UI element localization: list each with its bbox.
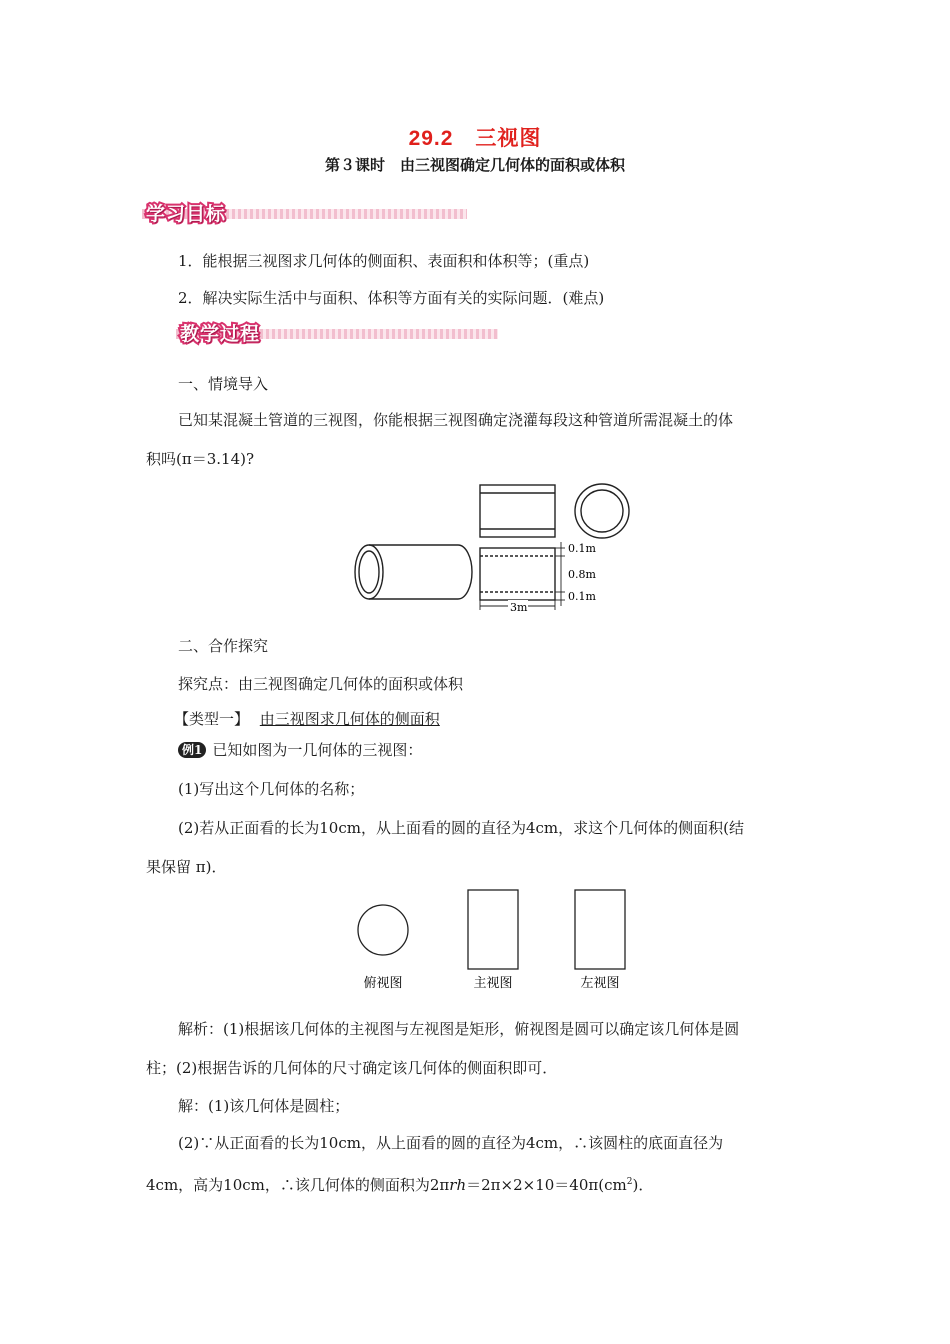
solution-line3-part-d: )． xyxy=(632,1176,654,1194)
solution-line1: 解：(1)该几何体是圆柱； xyxy=(178,1097,350,1115)
objective-1: 1．能根据三视图求几何体的侧面积、表面积和体积等；(重点) xyxy=(178,252,590,270)
process-banner-label: 教学过程 xyxy=(180,323,261,345)
dim-mid-label: 0.8m xyxy=(568,568,596,581)
solution-variable-rh: rh xyxy=(449,1176,467,1194)
objectives-banner xyxy=(142,201,467,227)
pipe-front-view xyxy=(480,548,555,600)
exploration-point: 探究点：由三视图确定几何体的面积或体积 xyxy=(178,675,464,693)
pipe-inner-end xyxy=(359,551,379,593)
front-view-caption: 主视图 xyxy=(473,976,513,991)
left-view-caption: 左视图 xyxy=(580,976,620,991)
front-view-rect xyxy=(468,890,518,969)
pipe-top-view xyxy=(480,485,555,537)
solution-line3-part-c: ＝2π×2×10＝40π(cm xyxy=(466,1176,627,1194)
dim-length-label: 3m xyxy=(510,601,528,614)
question-2-line1: (2)若从正面看的长为10cm，从上面看的圆的直径为4cm，求这个几何体的侧面积(结 xyxy=(178,819,744,837)
pipe-3d-drawing xyxy=(355,545,472,599)
objectives-banner-label: 学习目标 xyxy=(146,203,227,225)
section2-heading: 二、合作探究 xyxy=(178,637,269,655)
pipe-three-views-figure xyxy=(350,480,650,615)
top-view-circle xyxy=(358,905,408,955)
solution-line2: (2)∵从正面看的长为10cm，从上面看的圆的直径为4cm，∴该圆柱的底面直径为 xyxy=(178,1134,724,1152)
question-1: (1)写出这个几何体的名称； xyxy=(178,780,365,798)
example-text: 已知如图为一几何体的三视图： xyxy=(212,741,423,759)
left-view-rect xyxy=(575,890,625,969)
solution-line3-part-a: 4cm，高为10cm，∴该几何体的侧面积为2π xyxy=(146,1176,450,1194)
type-title: 由三视图求几何体的侧面积 xyxy=(259,710,440,728)
lesson-subtitle: 第３课时 由三视图确定几何体的面积或体积 xyxy=(324,157,625,174)
dim-top-label: 0.1m xyxy=(568,542,596,555)
objective-2: 2．解决实际生活中与面积、体积等方面有关的实际问题．(难点) xyxy=(178,289,605,307)
dim-bottom-label: 0.1m xyxy=(568,590,596,603)
cylinder-three-views-figure xyxy=(350,884,640,996)
type-label: 【类型一】 xyxy=(174,710,250,728)
example-badge: 例1 xyxy=(178,742,206,758)
analysis-line1: 解析：(1)根据该几何体的主视图与左视图是矩形，俯视图是圆可以确定该几何体是圆 xyxy=(178,1020,740,1038)
left-view-outer-circle xyxy=(575,484,629,538)
solution-line3 xyxy=(146,1172,653,1195)
solution-superscript: 2 xyxy=(626,1177,633,1187)
question-2-line2: 果保留 π)． xyxy=(146,858,227,876)
analysis-line2: 柱；(2)根据告诉的几何体的尺寸确定该几何体的侧面积即可． xyxy=(146,1059,558,1077)
type-one-heading xyxy=(174,709,440,729)
pipe-left-view xyxy=(575,484,629,538)
example-1 xyxy=(178,740,422,760)
process-banner xyxy=(176,321,498,347)
pipe-back-end xyxy=(458,545,472,599)
section1-heading: 一、情境导入 xyxy=(178,375,269,393)
section1-text-line2: 积吗(π＝3.14)? xyxy=(146,450,255,468)
page-title: 29.2 三视图 xyxy=(408,127,542,150)
top-view-caption: 俯视图 xyxy=(363,976,403,991)
section1-text-line1: 已知某混凝土管道的三视图，你能根据三视图确定浇灌每段这种管道所需混凝土的体 xyxy=(178,411,734,429)
left-view-inner-circle xyxy=(581,490,623,532)
